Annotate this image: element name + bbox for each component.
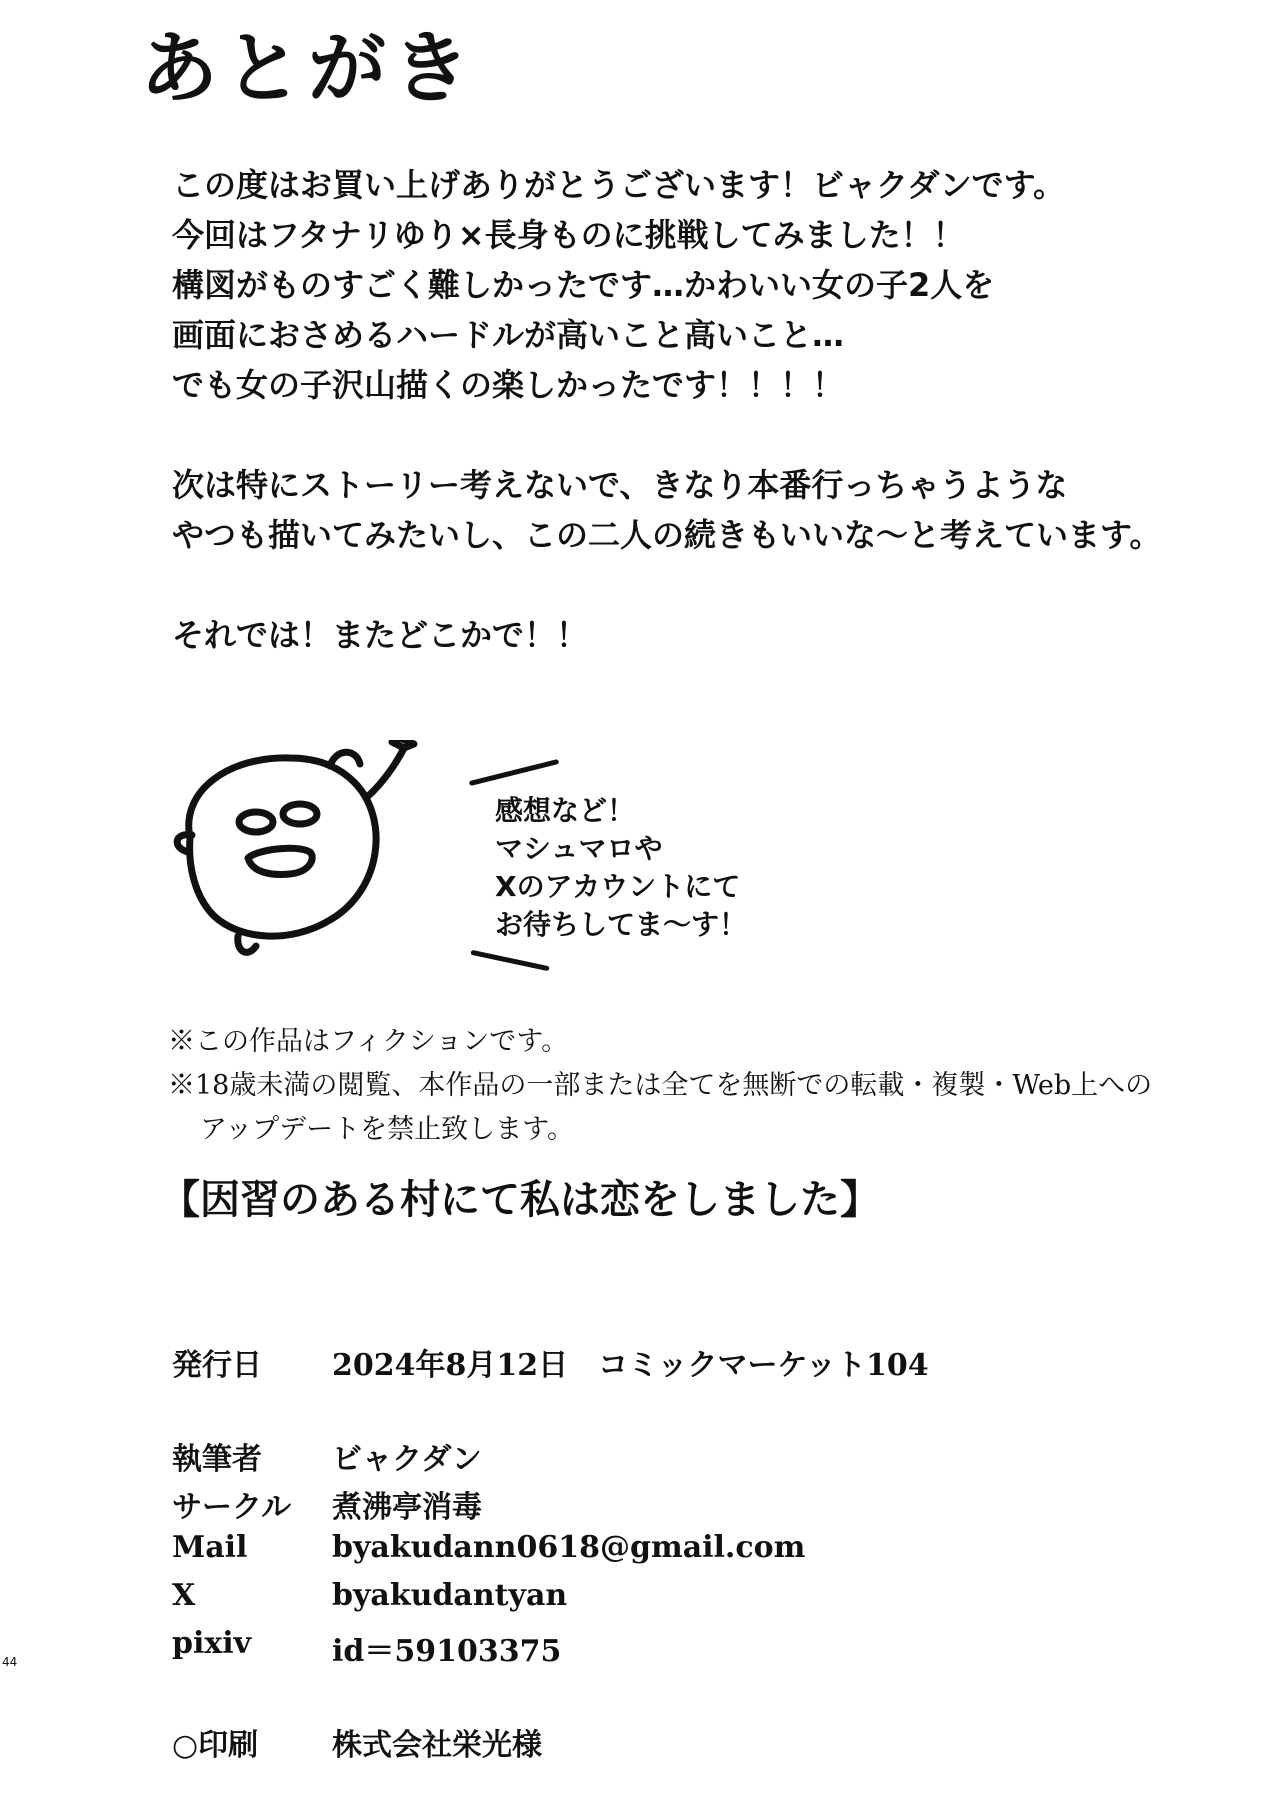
colophon-label: pixiv (172, 1626, 252, 1661)
colophon-value: 煮沸亭消毒 (332, 1490, 482, 1525)
notice-block (168, 1020, 1152, 1152)
afterword-heading: あとがき (140, 24, 477, 114)
body-line: それでは！またどこかで！！ (172, 616, 589, 654)
body-line: 次は特にストーリー考えないで、きなり本番行っちゃうような (172, 466, 1068, 504)
colophon-value: ビャクダン (332, 1442, 482, 1477)
speech-line: マシュマロや (495, 832, 663, 865)
afterword-body (172, 160, 1252, 660)
speech-line: お待ちしてま〜す！ (495, 908, 748, 941)
colophon-label: 発行日 (172, 1348, 262, 1383)
notice-line: ※18歳未満の閲覧、本作品の一部または全てを無断での転載・複製・Web上への (168, 1070, 1153, 1101)
colophon-label: サークル (172, 1490, 292, 1525)
colophon-value: 2024年8月12日 コミックマーケット104 (332, 1348, 929, 1383)
body-line: やつも描いてみたいし、この二人の続きもいいな〜と考えています。 (172, 516, 1162, 554)
speech-dash-top (469, 759, 559, 786)
colophon-value: 株式会社栄光様 (332, 1728, 542, 1763)
page-number: 44 (2, 1655, 18, 1669)
speech-bubble-text (495, 792, 747, 944)
colophon-label: X (172, 1578, 196, 1613)
body-line: でも女の子沢山描くの楽しかったです！！！！ (172, 366, 845, 404)
speech-dash-bottom (470, 950, 549, 972)
colophon-label: 執筆者 (172, 1442, 262, 1477)
speech-line: 感想など！ (495, 794, 636, 827)
colophon-value: byakudann0618@gmail.com (332, 1530, 806, 1565)
body-line: 画面におさめるハードルが高いこと高いこと… (172, 316, 845, 354)
work-title: 【因習のある村にて私は恋をしました】 (160, 1176, 880, 1223)
body-line: 構図がものすごく難しかったです…かわいい女の子2人を (172, 266, 995, 304)
speech-line: Xのアカウントにて (495, 870, 741, 903)
body-line: この度はお買い上げありがとうございます！ビャクダンです。 (172, 166, 1066, 204)
colophon-label: ○印刷 (172, 1728, 259, 1763)
colophon-value: byakudantyan (332, 1578, 568, 1613)
notice-line: アップデートを禁止致します。 (200, 1114, 574, 1145)
colophon-label: Mail (172, 1530, 248, 1565)
body-line: 今回はフタナリゆり×長身ものに挑戦してみました！！ (172, 216, 965, 254)
colophon-value: id＝59103375 (332, 1634, 562, 1669)
mascot-illustration (170, 740, 460, 980)
notice-line: ※この作品はフィクションです。 (168, 1026, 569, 1057)
